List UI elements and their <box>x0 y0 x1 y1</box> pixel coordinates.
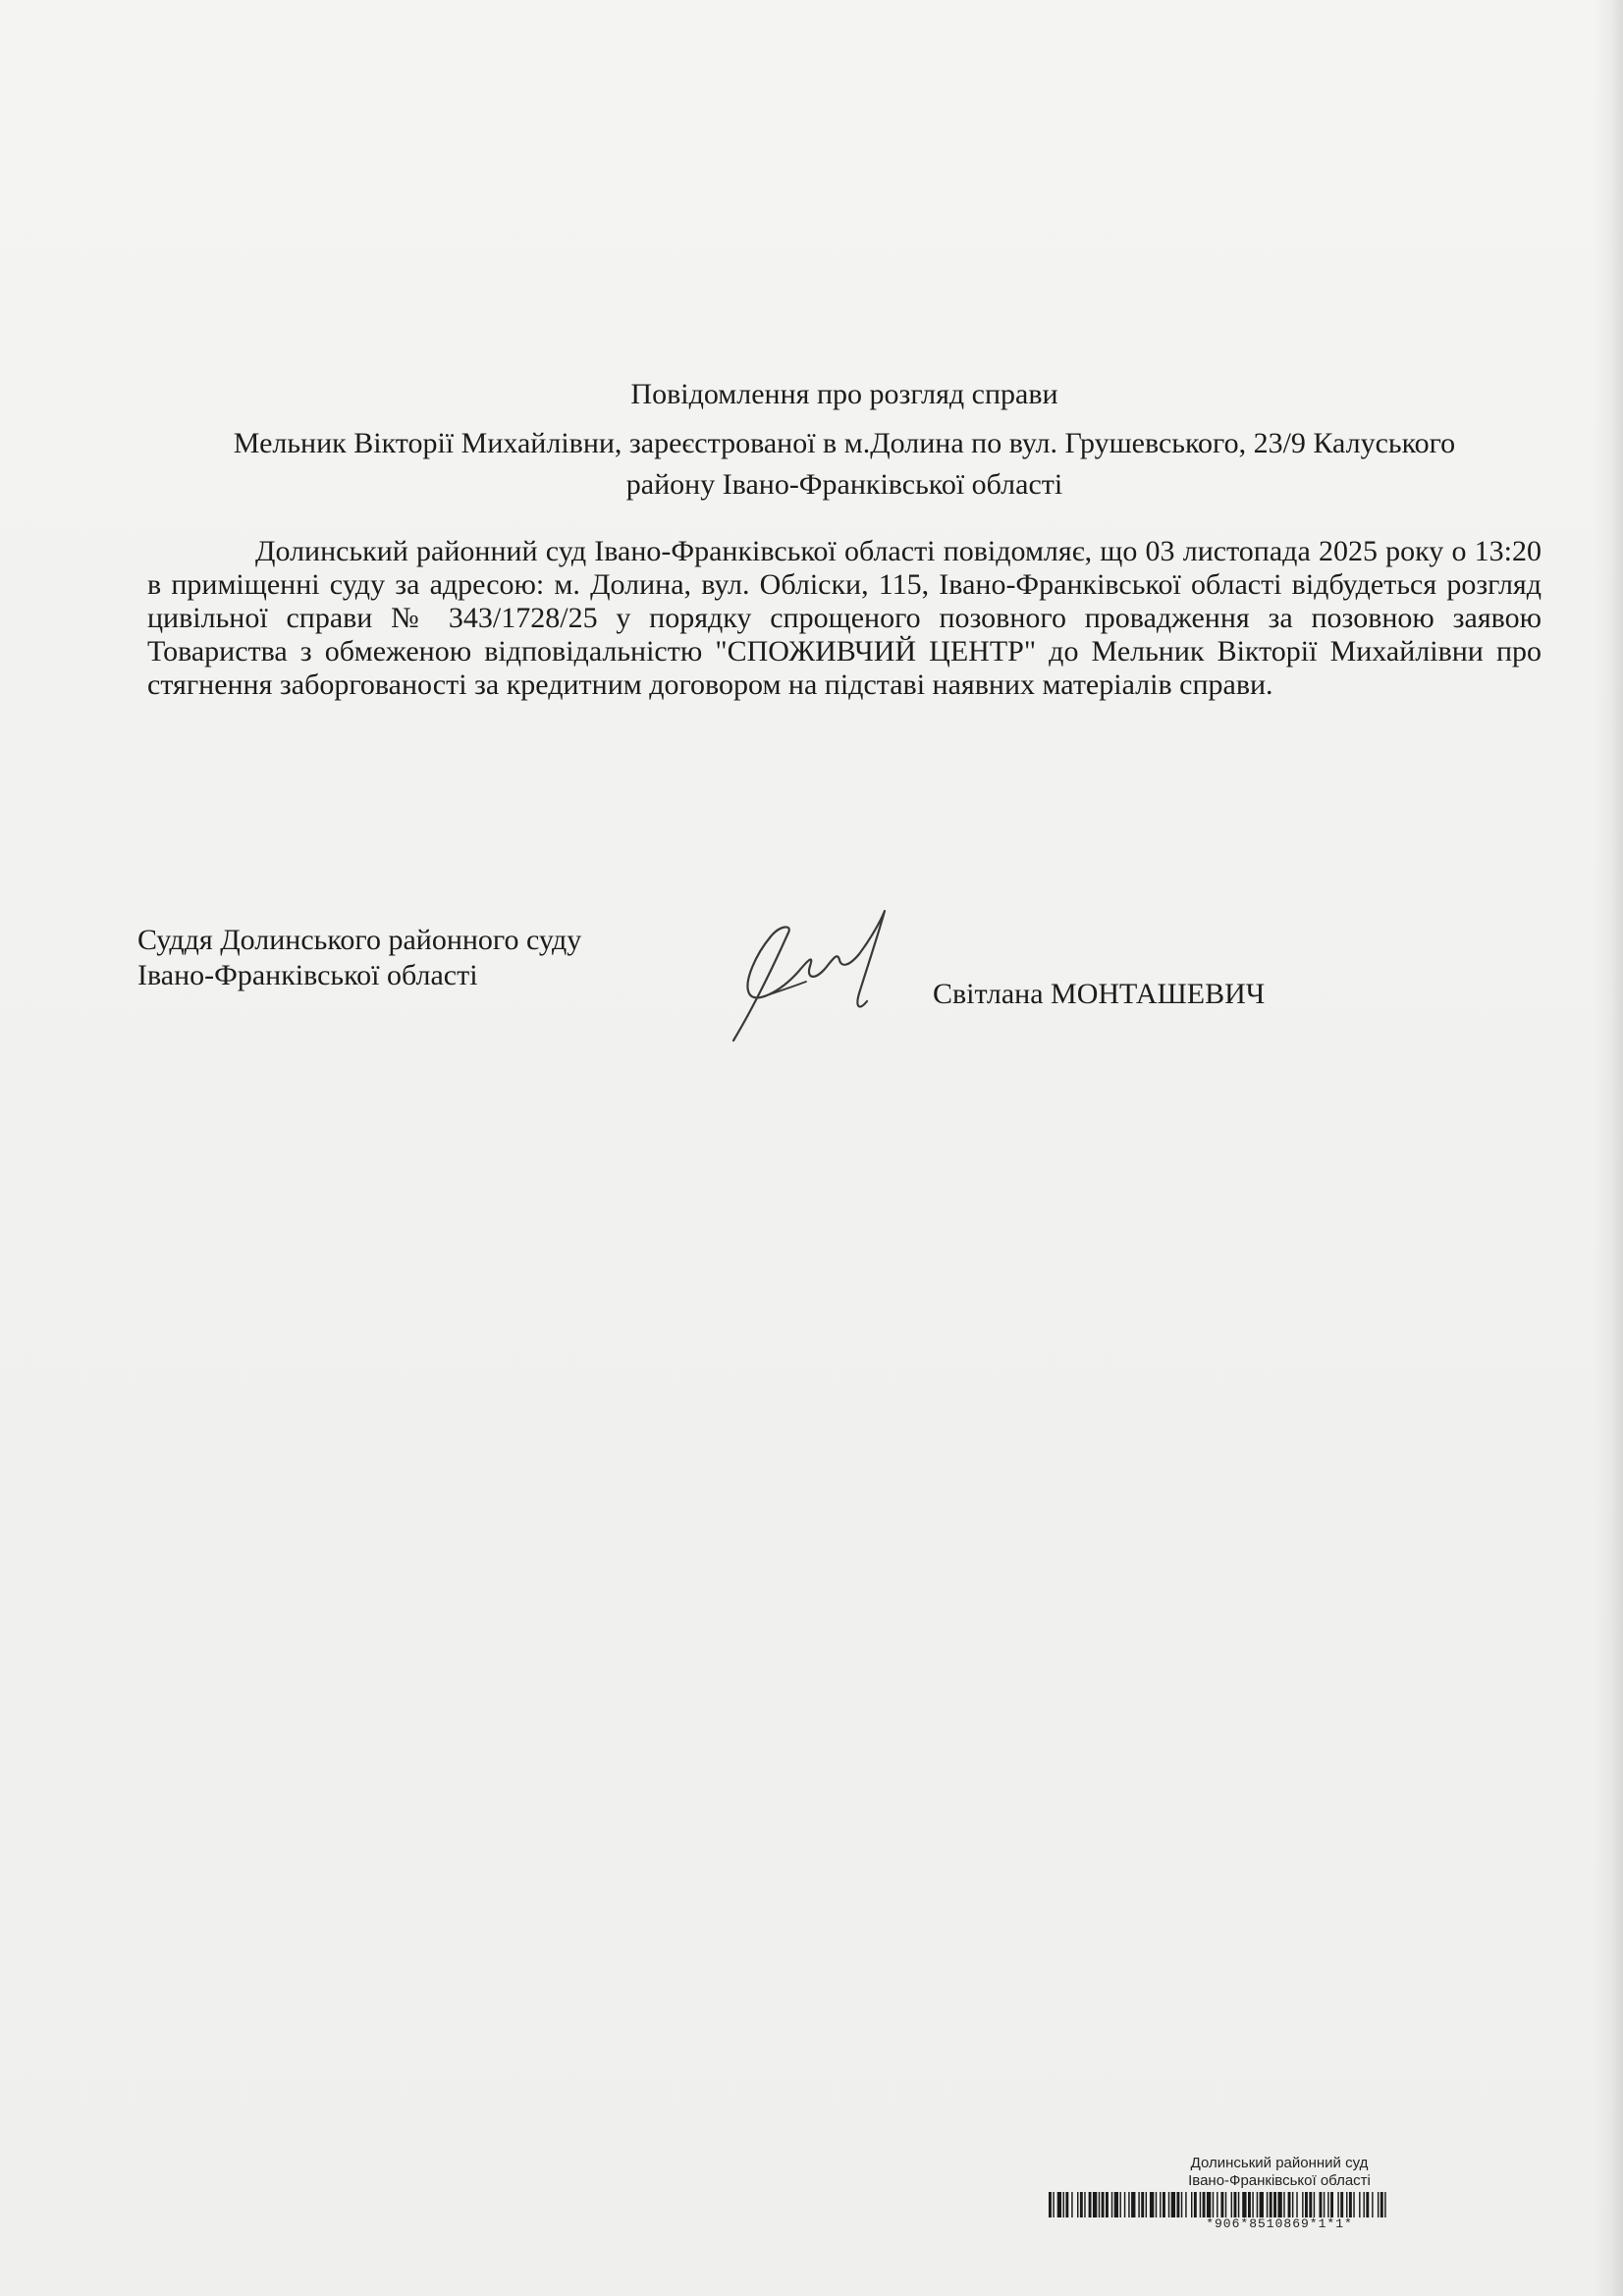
stamp-court-line-1: Долинський районний суд <box>1190 2155 1369 2171</box>
judge-title <box>137 923 581 993</box>
addressee-line-1: Мельник Вікторії Михайлівни, зареєстрованої в м.Долина по вул. Грушевського, 23/9 Калуського <box>233 427 1456 459</box>
barcode-bar <box>1324 2192 1325 2217</box>
barcode-bar <box>1292 2192 1293 2217</box>
judge-title-line-2: Івано-Франківської області <box>137 959 478 991</box>
barcode-bar <box>1063 2192 1064 2217</box>
barcode-bar <box>1302 2192 1303 2217</box>
barcode-bar <box>1363 2192 1364 2217</box>
judge-title-line-1: Суддя Долинського районного суду <box>137 924 582 956</box>
barcode-bar <box>1320 2192 1323 2217</box>
barcode-bar <box>1330 2192 1333 2217</box>
barcode-bar <box>1207 2192 1211 2217</box>
barcode-bar <box>1273 2192 1276 2217</box>
barcode-bar <box>1346 2192 1347 2217</box>
barcode-bar <box>1171 2192 1175 2217</box>
barcode-bar <box>1099 2192 1100 2217</box>
barcode-bar <box>1194 2192 1197 2217</box>
barcode-bar <box>1384 2192 1385 2217</box>
barcode-bar <box>1146 2192 1147 2217</box>
stamp-court-line-2: Івано-Франківської області <box>1188 2172 1371 2189</box>
barcode-bar <box>1141 2192 1144 2217</box>
barcode-bar <box>1213 2192 1214 2217</box>
barcode-bar <box>1359 2192 1360 2217</box>
barcode-bar <box>1177 2192 1180 2217</box>
barcode-bar <box>1231 2192 1232 2217</box>
barcode-bar <box>1191 2192 1192 2217</box>
barcode-bar <box>1156 2192 1157 2217</box>
barcode-bar <box>1150 2192 1154 2217</box>
barcode-bar <box>1327 2192 1328 2217</box>
barcode-bar <box>1314 2192 1315 2217</box>
barcode-bar <box>1093 2192 1097 2217</box>
barcode-bar <box>1114 2192 1118 2217</box>
barcode-bar <box>1296 2192 1297 2217</box>
barcode-bar <box>1225 2192 1226 2217</box>
barcode-bar <box>1203 2192 1206 2217</box>
barcode-bar <box>1071 2192 1072 2217</box>
barcode-bar <box>1380 2192 1383 2217</box>
barcode-bar <box>1340 2192 1343 2217</box>
barcode-bar <box>1277 2192 1281 2217</box>
barcode-bar <box>1270 2192 1272 2217</box>
scan-shadow-edge <box>1594 0 1623 2296</box>
barcode-bar <box>1220 2192 1223 2217</box>
barcode-bar <box>1366 2192 1369 2217</box>
barcode-bar <box>1065 2192 1068 2217</box>
barcode-bar <box>1372 2192 1373 2217</box>
notice-title: Повідомлення про розгляд справи <box>630 378 1058 410</box>
addressee-line-2: району Івано-Франківської області <box>625 468 1063 501</box>
barcode-bar <box>1057 2192 1061 2217</box>
barcode-number: *906*8510869*1*1* <box>1206 2216 1353 2231</box>
barcode-bar <box>1200 2192 1201 2217</box>
barcode-bar <box>1185 2192 1186 2217</box>
barcode <box>1049 2192 1510 2217</box>
barcode-bar <box>1305 2192 1308 2217</box>
barcode-bar <box>1168 2192 1169 2217</box>
barcode-bar <box>1234 2192 1237 2217</box>
barcode-bar <box>1053 2192 1054 2217</box>
barcode-bar <box>1248 2192 1251 2217</box>
barcode-bar <box>1283 2192 1284 2217</box>
barcode-bar <box>1267 2192 1268 2217</box>
barcode-bar <box>1163 2192 1165 2217</box>
barcode-bar <box>1288 2192 1291 2217</box>
judge-name: Світлана МОНТАШЕВИЧ <box>933 978 1266 1010</box>
barcode-bar <box>1111 2192 1112 2217</box>
barcode-bar <box>1181 2192 1182 2217</box>
judge-signature <box>712 903 893 1050</box>
barcode-bar <box>1238 2192 1239 2217</box>
barcode-bar <box>1080 2192 1083 2217</box>
barcode-bar <box>1089 2192 1092 2217</box>
barcode-bar <box>1378 2192 1379 2217</box>
barcode-bar <box>1102 2192 1105 2217</box>
barcode-bar <box>1106 2192 1109 2217</box>
barcode-bar <box>1353 2192 1354 2217</box>
barcode-bar <box>1257 2192 1258 2217</box>
barcode-bar <box>1077 2192 1078 2217</box>
barcode-bar <box>1349 2192 1352 2217</box>
barcode-bar <box>1160 2192 1161 2217</box>
barcode-bar <box>1128 2192 1129 2217</box>
barcode-bar <box>1252 2192 1253 2217</box>
barcode-bar <box>1049 2192 1052 2217</box>
court-barcode-stamp <box>1044 2155 1515 2231</box>
barcode-bar <box>1124 2192 1125 2217</box>
barcode-bar <box>1242 2192 1246 2217</box>
barcode-bar <box>1131 2192 1135 2217</box>
barcode-bar <box>1309 2192 1312 2217</box>
notice-body: Долинський районний суд Івано-Франківської області повідомляє, що 03 листопада 2025 року о 13:20 в приміщенні суду за адресою: м. Долина, вул. Обліски, 115, Івано-Франківської області відбудеться розгляд цивільної справи № 343/1728/25 у порядку спрощеного позовного провадження за позовною заявою Товариства з обмеженою відповідальністю "СПОЖИВЧИЙ ЦЕНТР" до Мельник Вікторії Михайлівни про стягнення заборгованості за кредитним договором на підставі наявних матеріалів справи. <box>147 535 1542 701</box>
barcode-bar <box>1337 2192 1338 2217</box>
barcode-bar <box>1120 2192 1121 2217</box>
barcode-bar <box>1084 2192 1085 2217</box>
barcode-bar <box>1138 2192 1139 2217</box>
barcode-bar <box>1260 2192 1264 2217</box>
